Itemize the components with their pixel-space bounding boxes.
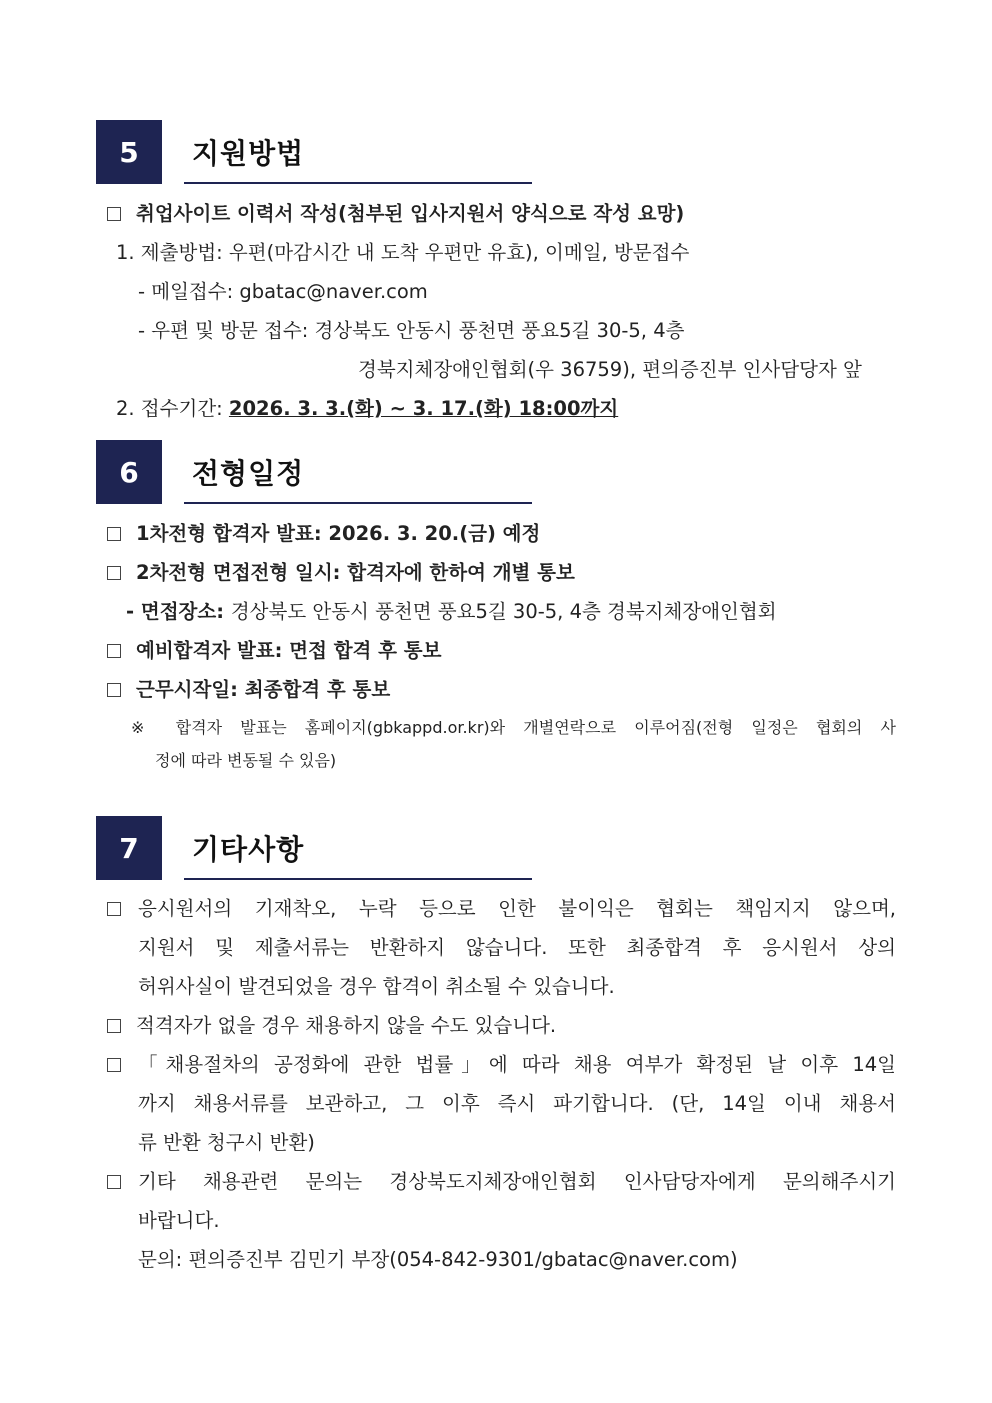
submission-method: 1. 제출방법: 우편(마감시간 내 도착 우편만 유효), 이메일, 방문접수 [116,241,690,264]
paragraph-line: 지원서 및 제출서류는 반환하지 않습니다. 또한 최종합격 후 응시원서 상의 [138,936,896,959]
interview-place: - 면접장소: 경상북도 안동시 풍천면 풍요5길 30-5, 4층 경북지체장애인협회 [126,600,777,623]
section-title: 기타사항 [192,833,305,866]
section-underline [184,502,532,504]
list-item: 적격자가 없을 경우 채용하지 않을 수도 있습니다. [107,1011,556,1041]
list-item: 취업사이트 이력서 작성(첨부된 입사지원서 양식으로 작성 요망) [107,199,684,229]
list-item: 1차전형 합격자 발표: 2026. 3. 20.(금) 예정 [107,519,540,549]
note: ※ 합격자 발표는 홈페이지(gbkappd.or.kr)와 개별연락으로 이루어짐(전형 일정은 협회의 사 [131,718,896,737]
list-item: 근무시작일: 최종합격 후 통보 [107,675,390,705]
section-number: 5 [96,120,162,184]
section-7-header [96,816,536,880]
email-submission: - 메일접수: gbatac@naver.com [138,280,428,303]
post-submission-address: 경북지체장애인협회(우 36759), 편의증진부 인사담당자 앞 [358,358,862,381]
checkbox-icon [107,644,121,658]
list-item-box [107,1167,136,1197]
list-item: 예비합격자 발표: 면접 합격 후 통보 [107,636,441,666]
list-item-box [107,1050,136,1080]
paragraph-line: 허위사실이 발견되었을 경우 합격이 취소될 수 있습니다. [138,975,615,998]
note-continued: 정에 따라 변동될 수 있음) [155,751,337,770]
checkbox-icon [107,1019,121,1033]
section-underline [184,878,532,880]
checkbox-icon [107,566,121,580]
submission-period-value: 2026. 3. 3.(화) ~ 3. 17.(화) 18:00까지 [228,397,619,420]
paragraph-line: 바랍니다. [138,1209,220,1232]
checkbox-icon [107,1175,121,1189]
section-underline [184,182,532,184]
paragraph-line: 「채용절차의 공정화에 관한 법률」에 따라 채용 여부가 확정된 날 이후 14일 [138,1053,896,1076]
paragraph-line: 기타 채용관련 문의는 경상북도지체장애인협회 인사담당자에게 문의해주시기 [138,1170,896,1193]
section-title: 전형일정 [192,457,305,490]
post-submission: - 우편 및 방문 접수: 경상북도 안동시 풍천면 풍요5길 30-5, 4층 [138,319,685,342]
section-number: 7 [96,816,162,880]
paragraph-line: 응시원서의 기재착오, 누락 등으로 인한 불이익은 협회는 책임지지 않으며, [138,897,896,920]
section-number: 6 [96,440,162,504]
section-5-header [96,120,536,184]
contact-info: 문의: 편의증진부 김민기 부장(054-842-9301/gbatac@naver.com) [138,1248,738,1271]
checkbox-icon [107,207,121,221]
list-item-box [107,894,136,924]
checkbox-icon [107,527,121,541]
paragraph-line: 까지 채용서류를 보관하고, 그 이후 즉시 파기합니다. (단, 14일 이내 채용서 [138,1092,896,1115]
paragraph-line: 류 반환 청구시 반환) [138,1131,315,1154]
list-item: 2차전형 면접전형 일시: 합격자에 한하여 개별 통보 [107,558,575,588]
section-title: 지원방법 [192,137,305,170]
submission-period: 2. 접수기간: 2026. 3. 3.(화) ~ 3. 17.(화) 18:00까지 [116,397,619,420]
checkbox-icon [107,683,121,697]
section-6-header [96,440,536,504]
checkbox-icon [107,902,121,916]
checkbox-icon [107,1058,121,1072]
